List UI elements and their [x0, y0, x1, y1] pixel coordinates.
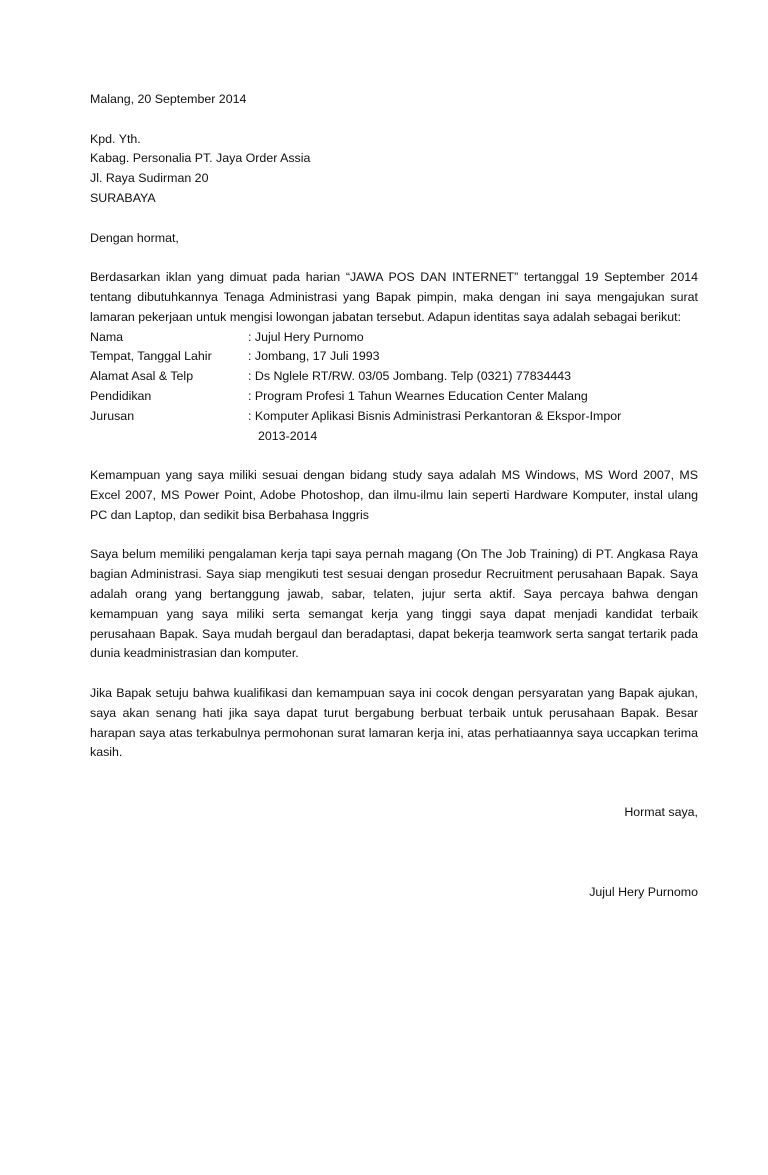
- place-date: Malang, 20 September 2014: [90, 92, 247, 106]
- recipient-salutation: Kpd. Yth.: [90, 131, 141, 146]
- recipient-name: Kabag. Personalia PT. Jaya Order Assia: [90, 151, 311, 166]
- closing-paragraph: Jika Bapak setuju bahwa kualifikasi dan kemampuan saya ini cocok dengan persyaratan yang Bapak ajukan, saya akan senang hati jika saya dapat turut bergabung berbuat terbaik untuk perusahaan Bapak. Besar harapan saya atas terkabulnya permohonan surat lamaran kerja ini, atas perhatiaannya saya uccapkan terima kasih.: [90, 685, 698, 760]
- identity-row: [90, 387, 698, 407]
- identity-value: : Jombang, 17 Juli 1993: [248, 349, 380, 364]
- identity-value: : Program Profesi 1 Tahun Wearnes Education Center Malang: [248, 388, 588, 403]
- recipient-city: SURABAYA: [90, 190, 156, 205]
- identity-value: : Ds Nglele RT/RW. 03/05 Jombang. Telp (0321) 77834443: [248, 369, 572, 384]
- signature-name: Jujul Hery Purnomo: [589, 884, 698, 899]
- identity-label: Alamat Asal & Telp: [90, 369, 194, 384]
- identity-table: [90, 328, 698, 447]
- intro-paragraph: Berdasarkan iklan yang dimuat pada harian “JAWA POS DAN INTERNET” tertanggal 19 September 2014 tentang dibutuhkannya Tenaga Administrasi yang Bapak pimpin, maka dengan ini saya mengajukan surat lamaran pekerjaan untuk mengisi lowongan jabatan tersebut. Adapun identitas saya adalah sebagai berikut:: [90, 270, 698, 324]
- skills-paragraph: Kemampuan yang saya miliki sesuai dengan bidang study saya adalah MS Windows, MS Word 2007, MS Excel 2007, MS Power Point, Adobe Photoshop, dan ilmu-ilmu lain seperti Hardware Komputer, instal ulang PC dan Laptop, dan sedikit bisa Berbahasa Inggris: [90, 468, 698, 522]
- identity-continuation: 2013-2014: [258, 428, 318, 443]
- identity-label: Tempat, Tanggal Lahir: [90, 349, 212, 364]
- recipient-block: [90, 130, 698, 209]
- identity-label: Jurusan: [90, 408, 135, 423]
- identity-value: : Komputer Aplikasi Bisnis Administrasi Perkantoran & Ekspor-Impor: [248, 408, 622, 423]
- identity-label: Pendidikan: [90, 388, 152, 403]
- recipient-street: Jl. Raya Sudirman 20: [90, 171, 209, 186]
- sign-off: Hormat saya,: [624, 805, 698, 820]
- identity-row: [90, 367, 698, 387]
- identity-value: : Jujul Hery Purnomo: [248, 329, 364, 344]
- letter-page: [90, 90, 698, 903]
- identity-label: Nama: [90, 329, 124, 344]
- identity-row: [90, 328, 698, 348]
- identity-row: [90, 347, 698, 367]
- experience-paragraph: Saya belum memiliki pengalaman kerja tapi saya pernah magang (On The Job Training) di PT. Angkasa Raya bagian Administrasi. Saya siap mengikuti test sesuai dengan prosedur Recruitment perusahaan Bapak. Saya adalah orang yang bertanggung jawab, sabar, telaten, jujur serta aktif. Saya percaya bahwa dengan kemampuan yang saya miliki serta semangat kerja yang tinggi saya dapat menjadi kandidat terbaik perusahaan Bapak. Saya mudah bergaul dan beradaptasi, dapat bekerja teamwork serta sangat tertarik pada dunia keadministrasian dan komputer.: [90, 547, 698, 661]
- identity-row: [90, 407, 698, 427]
- greeting: Dengan hormat,: [90, 230, 179, 245]
